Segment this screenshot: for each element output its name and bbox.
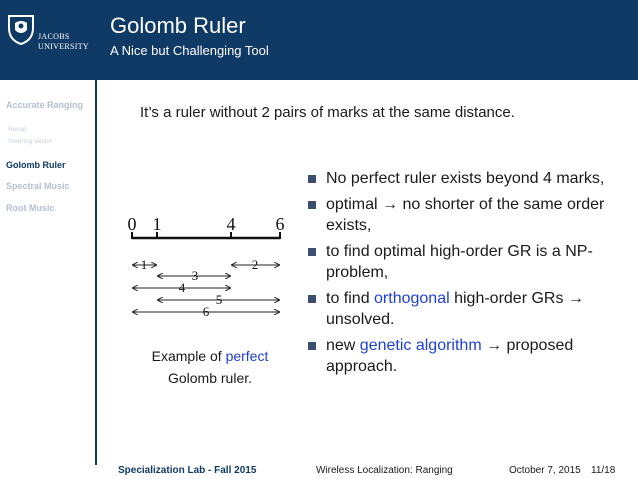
bullet-square-icon: [308, 342, 316, 350]
sidebar-subitem-steering-vector[interactable]: Steering Vector: [8, 138, 53, 145]
bullet-highlight: genetic algorithm: [359, 336, 482, 354]
bullet-text: to find: [326, 289, 375, 307]
bullet-text: high-order GRs → unsolved.: [326, 289, 584, 328]
bullet-item: [302, 241, 622, 284]
sidebar-item-accurate-ranging[interactable]: Accurate Ranging: [6, 100, 84, 110]
distance-label-2: 2: [251, 257, 259, 272]
bullet-text: No perfect ruler exists beyond 4 marks,: [326, 170, 605, 187]
logo-line-2: UNIVERSITY: [38, 42, 89, 51]
distance-label-3: 3: [191, 268, 199, 283]
bullet-text: to find optimal high-order GR is a NP-problem,: [326, 242, 593, 281]
mark-label-6: 6: [275, 214, 285, 234]
footer-talk-title: Wireless Localization: Ranging: [316, 465, 453, 476]
bullet-square-icon: [308, 295, 316, 303]
mark-label-4: 4: [226, 214, 236, 234]
bullet-item: [302, 168, 622, 190]
lead-sentence: It’s a ruler without 2 pairs of marks at the same distance.: [140, 104, 515, 121]
sidebar-subitem-recap[interactable]: Recap: [8, 126, 27, 133]
distance-label-1: 1: [140, 257, 148, 272]
bullet-square-icon: [308, 175, 316, 183]
caption-suffix: Golomb ruler.: [167, 370, 253, 386]
university-logo: [0, 0, 96, 80]
distance-label-4: 4: [178, 280, 186, 295]
title-block: [110, 12, 269, 60]
caption-prefix: Example of: [151, 348, 226, 364]
sidebar-item-spectral-music[interactable]: Spectral Music: [6, 181, 70, 191]
sidebar-divider: [95, 80, 97, 465]
sidebar-item-golomb-ruler[interactable]: Golomb Ruler: [6, 160, 66, 170]
bullet-text: new: [326, 336, 360, 354]
bullet-item: [302, 335, 622, 378]
bullet-item: [302, 288, 622, 331]
jacobs-seal-icon: [6, 12, 36, 46]
logo-line-1: JACOBS: [38, 32, 70, 41]
bullet-text: → proposed approach.: [326, 336, 574, 375]
figure-caption: [118, 345, 302, 389]
distance-label-6: 6: [202, 304, 210, 319]
distance-label-5: 5: [215, 292, 223, 307]
footer-date: October 7, 2015: [509, 465, 581, 476]
footer: [0, 462, 638, 479]
sidebar-nav: [0, 80, 96, 465]
slide-subtitle: A Nice but Challenging Tool: [110, 43, 269, 58]
slide-title: Golomb Ruler: [110, 13, 246, 38]
bullet-square-icon: [308, 201, 316, 209]
footer-course: Specialization Lab - Fall 2015: [118, 465, 257, 476]
sidebar-item-root-music[interactable]: Root Music: [6, 203, 55, 213]
bullet-text: optimal → no shorter of the same order exists,: [326, 195, 605, 234]
mark-label-0: 0: [127, 214, 137, 234]
logo-wordmark: [38, 32, 89, 52]
golomb-ruler-figure: [120, 210, 290, 330]
bullet-highlight: orthogonal: [374, 289, 450, 307]
bullet-item: [302, 194, 622, 237]
caption-highlight: perfect: [225, 348, 269, 364]
footer-page-number: 11/18: [591, 465, 616, 476]
bullet-list: [302, 168, 622, 382]
mark-label-1: 1: [152, 214, 162, 234]
bullet-square-icon: [308, 248, 316, 256]
